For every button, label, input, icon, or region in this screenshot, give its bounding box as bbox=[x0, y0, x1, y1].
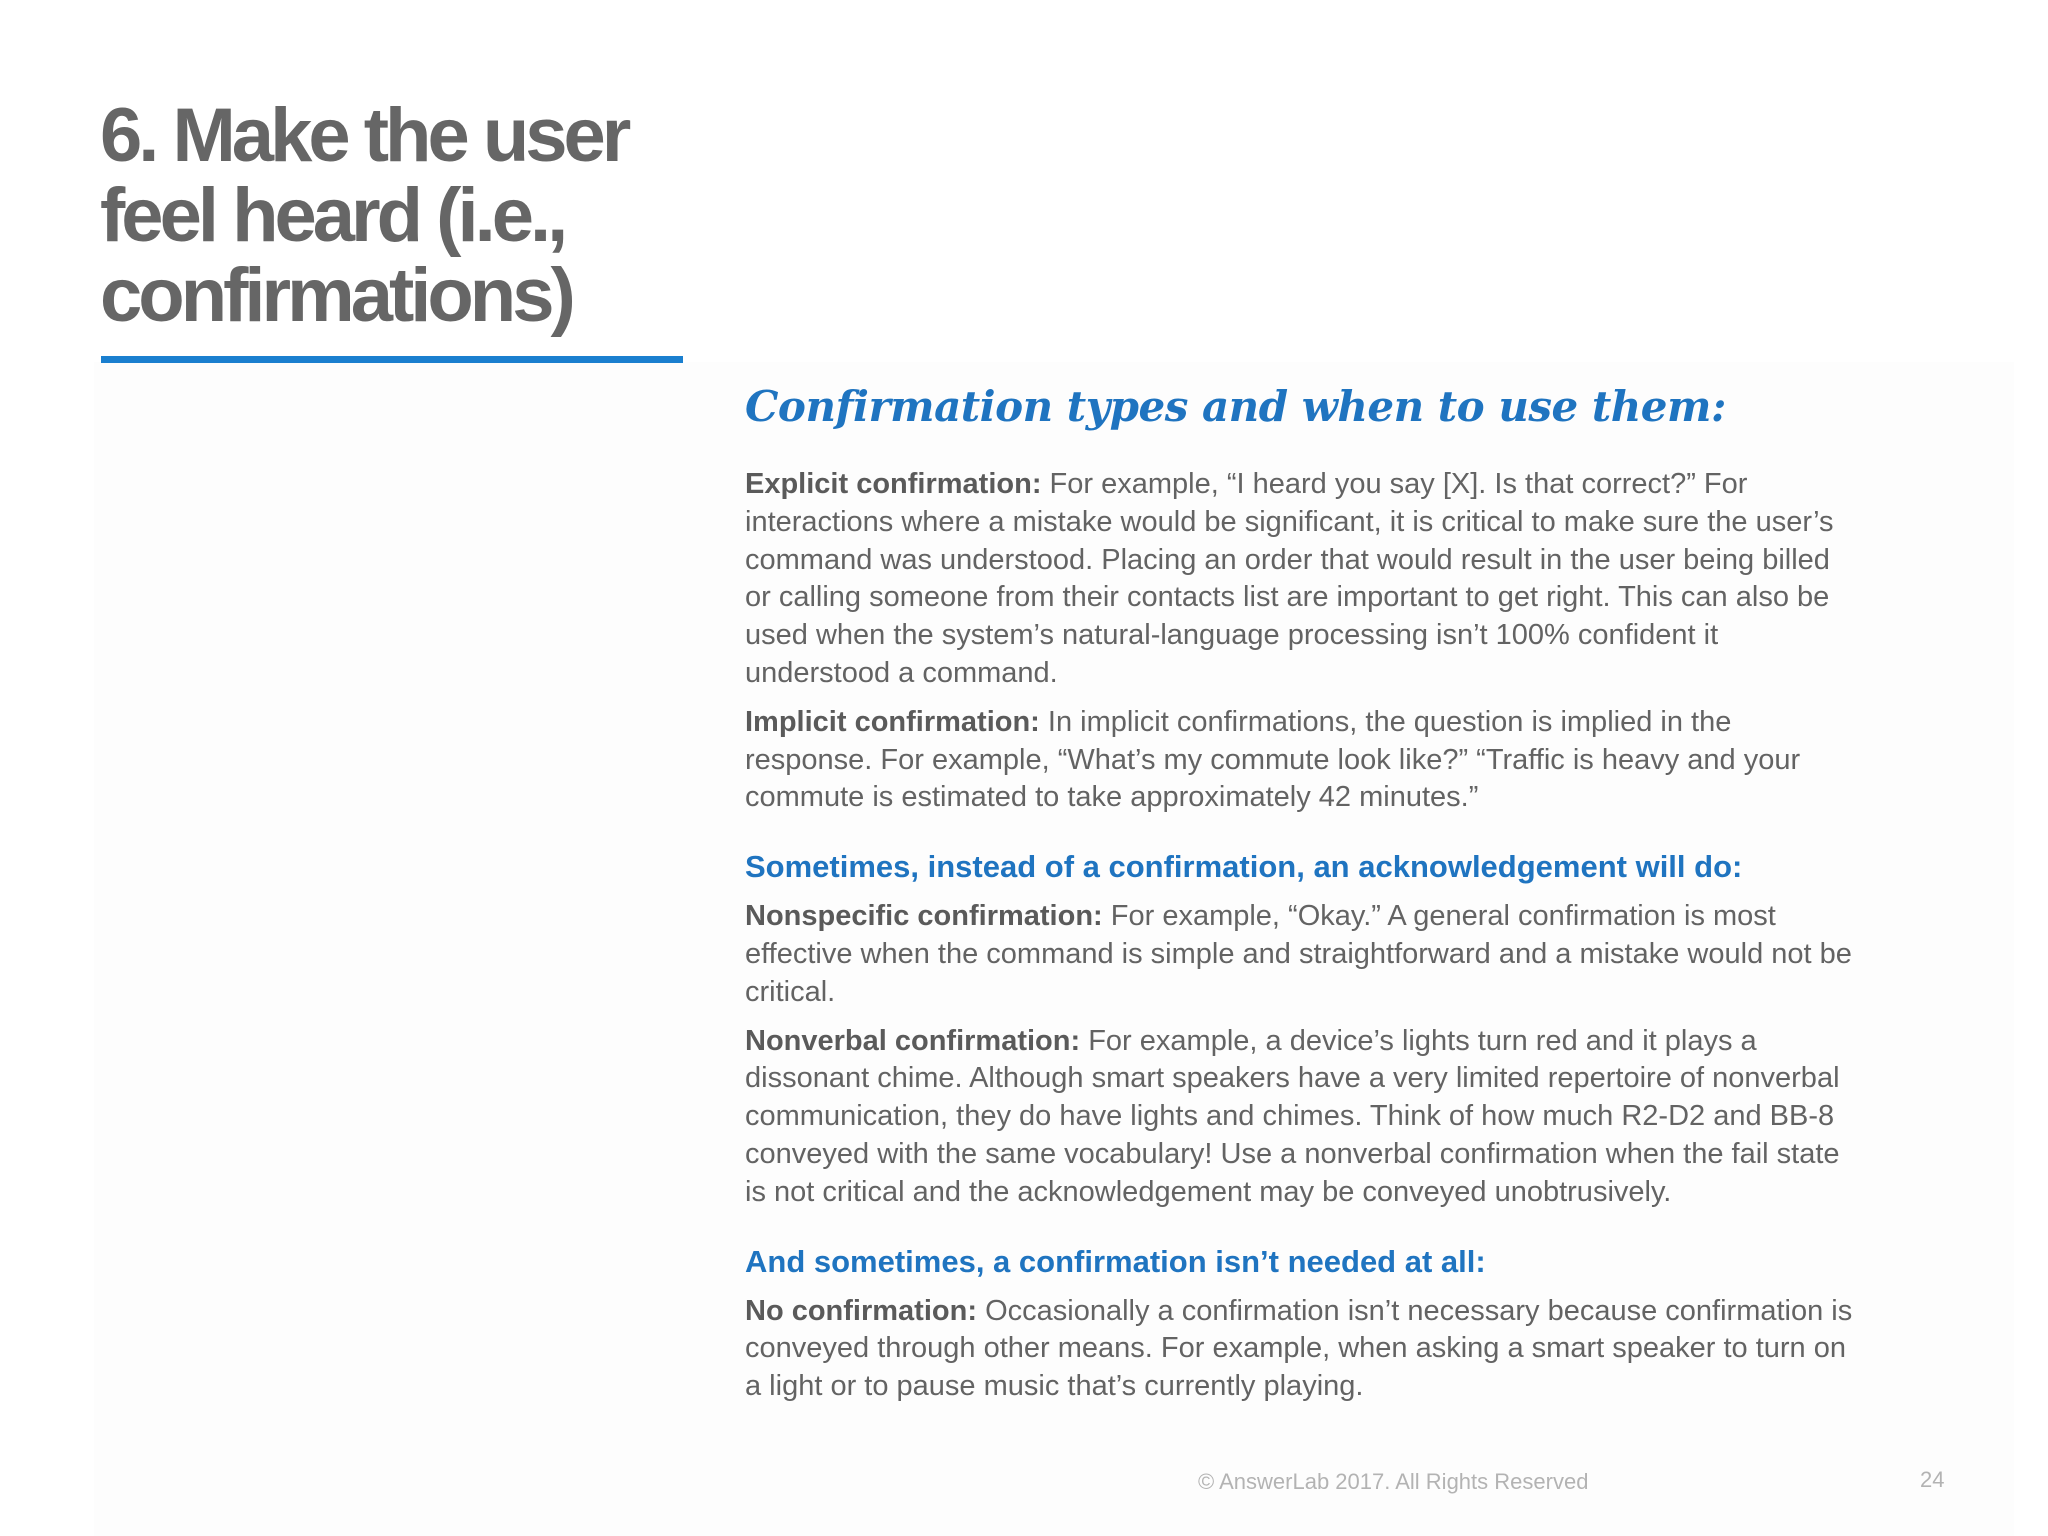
nonspecific-confirmation-paragraph bbox=[745, 898, 1855, 1011]
explicit-confirmation-paragraph bbox=[745, 466, 1855, 693]
explicit-confirmation-lead: Explicit confirmation: bbox=[745, 468, 1042, 500]
explicit-confirmation-text: For example, “I heard you say [X]. Is that correct?” For interactions where a mistake would be significant, it is critical to make sure the user’s command was understood. Placing an order that would result in the user being billed or calling someone from their contacts list are important to get right. This can also be used when the system’s natural-language processing isn’t 100% confident it understood a command. bbox=[745, 468, 1834, 689]
nonverbal-confirmation-paragraph bbox=[745, 1023, 1855, 1212]
page-number: 24 bbox=[1920, 1467, 1945, 1492]
nonverbal-confirmation-text: For example, a device’s lights turn red and it plays a dissonant chime. Although smart speakers have a very limited repertoire of nonverbal communication, they do have lights and chimes. Think of how much R2-D2 and BB-8 conveyed with the same vocabulary! Use a nonverbal confirmation when the fail state is not critical and the acknowledgement may be conveyed unobtrusively. bbox=[745, 1024, 1840, 1208]
nonspecific-confirmation-text: For example, “Okay.” A general confirmation is most effective when the command is simple and straightforward and a mistake would not be critical. bbox=[745, 900, 1852, 1008]
no-confirmation-lead: No confirmation: bbox=[745, 1294, 977, 1327]
footer-copyright: © AnswerLab 2017. All Rights Reserved bbox=[1198, 1469, 1589, 1494]
no-confirmation-text: Occasionally a confirmation isn’t necessary because confirmation is conveyed through other means. For example, when asking a smart speaker to turn on a light or to pause music that’s currently playing. bbox=[745, 1294, 1853, 1403]
no-confirmation-subheading: And sometimes, a confirmation isn’t needed at all: bbox=[745, 1243, 1486, 1279]
slide-title: 6. Make the user feel heard (i.e., confirmations) bbox=[100, 93, 628, 338]
content-column bbox=[745, 380, 1855, 1417]
no-confirmation-paragraph bbox=[745, 1293, 1855, 1406]
title-underline-rule bbox=[101, 356, 683, 363]
acknowledgement-subheading: Sometimes, instead of a confirmation, an acknowledgement will do: bbox=[745, 849, 1743, 885]
implicit-confirmation-paragraph bbox=[745, 704, 1855, 817]
implicit-confirmation-lead: Implicit confirmation: bbox=[745, 705, 1040, 738]
nonspecific-confirmation-lead: Nonspecific confirmation: bbox=[745, 900, 1103, 933]
section-heading: Confirmation types and when to use them: bbox=[745, 382, 1726, 431]
nonverbal-confirmation-lead: Nonverbal confirmation: bbox=[745, 1024, 1081, 1057]
implicit-confirmation-text: In implicit confirmations, the question is implied in the response. For example, “What’s my commute look like?” “Traffic is heavy and your commute is estimated to take approximately 42 minutes.” bbox=[745, 705, 1801, 814]
